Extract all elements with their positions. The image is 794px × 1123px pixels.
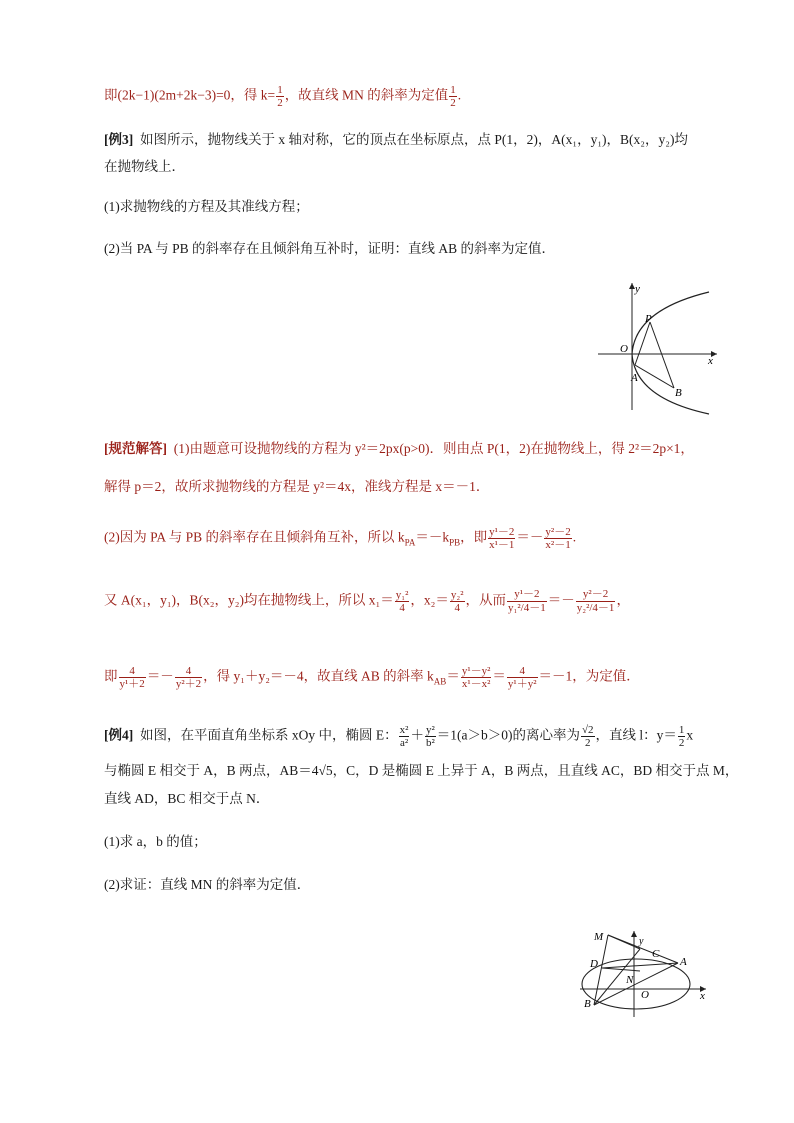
fraction-y2-b2: $\frac{\text{y²}}{\text{b²}}$ xyxy=(425,724,435,749)
label-o: O xyxy=(620,343,628,355)
label-n: N xyxy=(626,974,634,986)
solution-label: [规范解答] xyxy=(104,441,167,456)
line-ad xyxy=(602,963,678,968)
fraction-compound-1: $\frac{\text{y¹－2}}{\text{y₁²/4－1}}$ xyxy=(508,588,546,614)
solution-line4: 又 A(x₁，y₁)，B(x₂，y₂)均在抛物线上，所以 x₁＝ $\frac{\text{y₁²}}{4}$ ，x₂＝ $\frac{\text{y₂²}}{4}$ ，从而 $\frac{\text{y¹－2}}{\text{y₁²/4－1}}$ ＝－ $\frac{\text{y²－2}}{\text{y₂²/4－1}}$ ， xyxy=(104,588,630,614)
fraction-compound-2: $\frac{\text{y²－2}}{\text{y₂²/4－1}}$ xyxy=(576,588,615,614)
label-b: B xyxy=(675,387,682,399)
example4-question2: (2)求证：直线 MN 的斜率为定值． xyxy=(104,877,311,892)
line-mc xyxy=(608,935,640,949)
y-axis-arrow-icon xyxy=(631,931,637,937)
example4-statement: [例4] 如图，在平面直角坐标系 xOy 中，椭圆 E： $\frac{\text{x²}}{\text{a²}}$ ＋ $\frac{\text{y²}}{\text{b²}}$ ＝1(a＞b＞0)的离心率为 $\frac{√2}{2}$ ，直线 l：y＝ $\frac{1}{2}$ x xyxy=(104,724,694,749)
line-mb xyxy=(594,935,608,1005)
example3-question2: (2)当 PA 与 PB 的斜率存在且倾斜角互补时，证明：直线 AB 的斜率为定值． xyxy=(104,241,556,256)
fraction-slope-ab: $\frac{\text{y¹－y²}}{\text{x¹－x²}}$ xyxy=(461,665,491,690)
example4-statement-2: 与椭圆 E 相交于 A，B 两点，AB＝4√5，C，D 是椭圆 E 上异于 A，B 两点，且直线 AC，BD 相交于点 M， xyxy=(104,763,739,778)
label-x: x xyxy=(700,990,705,1002)
fraction-half-2: $\frac{1}{2}$ xyxy=(450,84,456,109)
label-x: x xyxy=(708,355,713,367)
label-y: y xyxy=(639,936,644,947)
fraction-4-over-y2p2: $\frac{4}{\text{y²＋2}}$ xyxy=(175,665,202,690)
fraction-line-slope: $\frac{1}{2}$ xyxy=(678,724,685,749)
solution-line2: 解得 p＝2，故所求抛物线的方程是 y²＝4x，准线方程是 x＝－1． xyxy=(104,479,490,494)
example3-question1: (1)求抛物线的方程及其准线方程； xyxy=(104,199,309,214)
fraction-slope-pb: $\frac{\text{y²－2}}{\text{x²－1}}$ xyxy=(545,526,571,551)
solution-line5: 即 $\frac{4}{\text{y¹＋2}}$ ＝－ $\frac{4}{\text{y²＋2}}$ ，得 y₁＋y₂＝－4，故直线 AB 的斜率 $k_{AB}=$ $\frac{\text{y¹－y²}}{\text{x¹－x²}}$ ＝ $\frac{4}{\text{y¹＋y²}}$ ＝－1，为定值． xyxy=(104,665,640,690)
label-d: D xyxy=(590,958,598,970)
parabola-curve xyxy=(632,292,709,414)
label-o: O xyxy=(641,989,649,1001)
fraction-x2-a2: $\frac{\text{x²}}{\text{a²}}$ xyxy=(399,724,409,749)
example4-question1: (1)求 a，b 的值； xyxy=(104,834,207,849)
label-m: M xyxy=(594,931,604,943)
solution-line3: (2)因为 PA 与 PB 的斜率存在且倾斜角互补，所以 $k_{PA}=-k_{PB}$，即 $\frac{\text{y¹－2}}{\text{x¹－1}}$ ＝－ $\frac{\text{y²－2}}{\text{x²－1}}$ . xyxy=(104,526,577,551)
parabola-figure xyxy=(595,280,725,415)
example3-statement-cont: 在抛物线上． xyxy=(104,159,185,174)
fraction-x1: $\frac{\text{y₁²}}{4}$ xyxy=(395,589,409,614)
ellipse-figure xyxy=(578,925,713,1020)
fraction-x2: $\frac{\text{y₂²}}{4}$ xyxy=(450,589,464,614)
segment-ab xyxy=(635,365,674,388)
label-y: y xyxy=(635,283,640,295)
solution-text1: (1)由题意可设抛物线的方程为 y²＝2px(p>0)．则由点 P(1，2)在抛物线上，得 2²＝2p×1， xyxy=(173,441,694,456)
example4-statement-3: 直线 AD，BC 相交于点 N． xyxy=(104,791,270,806)
conclusion-text-2: ，故直线 MN 的斜率为定值 xyxy=(284,87,449,103)
label-c: C xyxy=(652,948,660,960)
label-p: P xyxy=(645,313,652,325)
fraction-eccentricity: $\frac{√2}{2}$ xyxy=(581,724,594,749)
example3-text: 如图所示，抛物线关于 x 轴对称，它的顶点在坐标原点，点 P(1，2)，A(x₁，y₁)，B(x₂，y₂)均 xyxy=(140,132,688,147)
example3-label: [例3] xyxy=(104,132,134,147)
example4-label: [例4] xyxy=(104,727,134,743)
line-ab xyxy=(594,963,678,1005)
solution-line1 xyxy=(104,440,694,458)
label-a: A xyxy=(631,372,638,384)
continued-conclusion: 即(2k−1)(2m+2k−3)=0，得 k= $\frac{1}{2}$ ，故直线 MN 的斜率为定值 $\frac{1}{2}$ . xyxy=(104,84,462,109)
fraction-half: $\frac{1}{2}$ xyxy=(277,84,283,109)
example3-statement xyxy=(104,131,688,149)
fraction-slope-pa: $\frac{\text{y¹－2}}{\text{x¹－1}}$ xyxy=(489,526,515,551)
label-a: A xyxy=(680,956,687,968)
conclusion-text: 即(2k−1)(2m+2k−3)=0，得 k= xyxy=(104,87,276,103)
fraction-4-over-sum: $\frac{4}{\text{y¹＋y²}}$ xyxy=(507,665,537,690)
segment-pb xyxy=(650,322,674,388)
segment-pa xyxy=(635,322,650,365)
label-b: B xyxy=(584,998,591,1010)
fraction-4-over-y1p2: $\frac{4}{\text{y¹＋2}}$ xyxy=(119,665,145,690)
